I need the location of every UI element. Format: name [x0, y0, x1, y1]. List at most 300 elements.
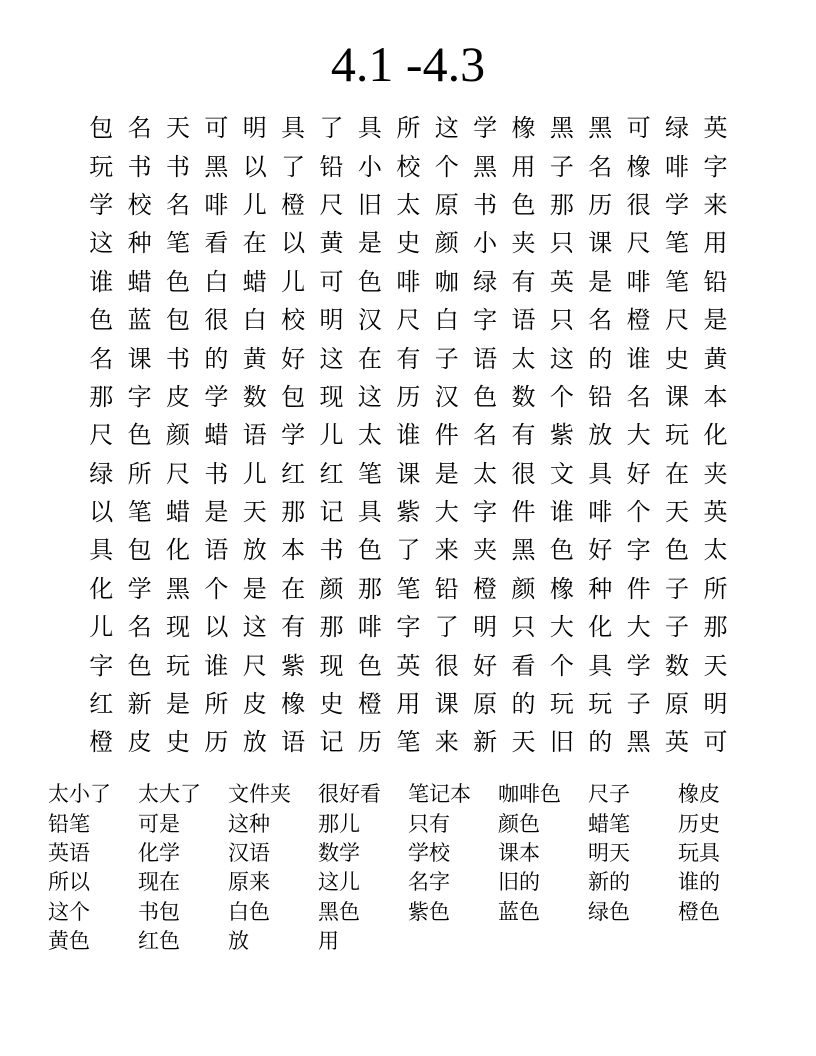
grid-cell: 笔 — [665, 229, 690, 258]
grid-cell: 明 — [319, 306, 344, 335]
grid-cell: 铅 — [588, 382, 613, 411]
grid-cell: 黄 — [242, 344, 267, 373]
grid-cell: 明 — [703, 690, 728, 719]
grid-cell: 色 — [473, 382, 498, 411]
word-bank-item: 太小了 — [48, 782, 111, 807]
grid-cell: 色 — [511, 190, 536, 219]
grid-cell: 的 — [511, 690, 536, 719]
grid-cell: 字 — [396, 613, 421, 642]
grid-cell: 字 — [626, 536, 651, 565]
grid-cell: 学 — [127, 574, 152, 603]
grid-cell: 天 — [165, 114, 190, 143]
grid-cell: 旧 — [357, 190, 382, 219]
grid-cell: 包 — [127, 536, 152, 565]
grid-cell: 色 — [357, 267, 382, 296]
grid-cell: 包 — [89, 114, 114, 143]
grid-cell: 谁 — [89, 267, 114, 296]
grid-cell: 天 — [703, 651, 728, 680]
grid-cell: 色 — [549, 536, 574, 565]
grid-cell: 夹 — [473, 536, 498, 565]
grid-cell: 紫 — [396, 498, 421, 527]
grid-cell: 的 — [204, 344, 229, 373]
grid-cell: 英 — [703, 114, 728, 143]
grid-cell: 大 — [626, 613, 651, 642]
grid-cell: 名 — [165, 190, 190, 219]
grid-cell: 放 — [588, 421, 613, 450]
grid-cell: 啡 — [204, 190, 229, 219]
grid-cell: 尺 — [319, 190, 344, 219]
grid-cell: 笔 — [357, 459, 382, 488]
grid-cell: 子 — [665, 613, 690, 642]
grid-cell: 个 — [549, 651, 574, 680]
grid-cell: 课 — [588, 229, 613, 258]
grid-cell: 儿 — [319, 421, 344, 450]
grid-cell: 那 — [319, 613, 344, 642]
grid-cell: 语 — [204, 536, 229, 565]
word-bank-item: 紫色 — [408, 899, 450, 924]
grid-cell: 儿 — [242, 459, 267, 488]
grid-cell: 蜡 — [242, 267, 267, 296]
word-bank-item: 这个 — [48, 899, 90, 924]
grid-cell: 旧 — [549, 728, 574, 757]
grid-cell: 本 — [703, 382, 728, 411]
grid-cell: 语 — [473, 344, 498, 373]
grid-cell: 橡 — [281, 690, 306, 719]
word-bank-item: 那儿 — [318, 811, 360, 836]
grid-cell: 化 — [165, 536, 190, 565]
grid-cell: 以 — [242, 152, 267, 181]
grid-cell: 天 — [242, 498, 267, 527]
grid-cell: 现 — [165, 613, 190, 642]
grid-cell: 色 — [127, 651, 152, 680]
grid-cell: 在 — [357, 344, 382, 373]
grid-cell: 明 — [242, 114, 267, 143]
grid-cell: 书 — [165, 344, 190, 373]
grid-cell: 用 — [703, 229, 728, 258]
word-bank-item: 黄色 — [48, 929, 90, 954]
grid-cell: 夹 — [703, 459, 728, 488]
grid-cell: 橙 — [626, 306, 651, 335]
grid-cell: 史 — [319, 690, 344, 719]
grid-cell: 字 — [703, 152, 728, 181]
grid-cell: 所 — [127, 459, 152, 488]
grid-cell: 包 — [165, 306, 190, 335]
grid-cell: 太 — [511, 344, 536, 373]
grid-cell: 校 — [127, 190, 152, 219]
grid-cell: 太 — [703, 536, 728, 565]
grid-cell: 英 — [703, 498, 728, 527]
grid-cell: 字 — [89, 651, 114, 680]
grid-cell: 种 — [588, 574, 613, 603]
grid-cell: 红 — [281, 459, 306, 488]
grid-cell: 红 — [89, 690, 114, 719]
word-bank-item: 橡皮 — [678, 782, 720, 807]
grid-cell: 笔 — [665, 267, 690, 296]
grid-cell: 在 — [665, 459, 690, 488]
grid-cell: 颜 — [434, 229, 459, 258]
grid-cell: 尺 — [89, 421, 114, 450]
grid-cell: 可 — [703, 728, 728, 757]
grid-cell: 子 — [549, 152, 574, 181]
word-bank-item: 尺子 — [588, 782, 630, 807]
grid-cell: 校 — [396, 152, 421, 181]
grid-cell: 原 — [665, 690, 690, 719]
grid-cell: 原 — [473, 690, 498, 719]
grid-cell: 夹 — [511, 229, 536, 258]
grid-cell: 可 — [626, 114, 651, 143]
grid-cell: 橙 — [473, 574, 498, 603]
grid-cell: 所 — [396, 114, 421, 143]
grid-cell: 新 — [127, 690, 152, 719]
grid-cell: 是 — [703, 306, 728, 335]
grid-cell: 笔 — [396, 728, 421, 757]
word-bank-item: 名字 — [408, 870, 450, 895]
word-bank-item: 历史 — [678, 811, 720, 836]
grid-cell: 的 — [588, 344, 613, 373]
grid-cell: 书 — [165, 152, 190, 181]
grid-cell: 史 — [396, 229, 421, 258]
grid-cell: 了 — [396, 536, 421, 565]
grid-cell: 学 — [626, 651, 651, 680]
grid-cell: 英 — [665, 728, 690, 757]
grid-cell: 蜡 — [204, 421, 229, 450]
grid-cell: 尺 — [626, 229, 651, 258]
grid-cell: 英 — [396, 651, 421, 680]
grid-cell: 铅 — [434, 574, 459, 603]
grid-cell: 谁 — [396, 421, 421, 450]
grid-cell: 语 — [511, 306, 536, 335]
grid-cell: 红 — [319, 459, 344, 488]
word-bank-item: 铅笔 — [48, 811, 90, 836]
grid-cell: 皮 — [242, 690, 267, 719]
grid-cell: 件 — [511, 498, 536, 527]
grid-cell: 皮 — [165, 382, 190, 411]
grid-cell: 紫 — [549, 421, 574, 450]
grid-cell: 子 — [626, 690, 651, 719]
grid-cell: 这 — [89, 229, 114, 258]
grid-cell: 来 — [434, 728, 459, 757]
grid-cell: 名 — [588, 306, 613, 335]
grid-cell: 大 — [434, 498, 459, 527]
grid-cell: 种 — [127, 229, 152, 258]
word-bank-item: 明天 — [588, 840, 630, 865]
grid-cell: 橡 — [626, 152, 651, 181]
grid-cell: 小 — [357, 152, 382, 181]
grid-cell: 记 — [319, 728, 344, 757]
grid-cell: 啡 — [396, 267, 421, 296]
grid-cell: 黑 — [473, 152, 498, 181]
grid-cell: 绿 — [665, 114, 690, 143]
grid-cell: 有 — [511, 421, 536, 450]
grid-cell: 这 — [319, 344, 344, 373]
grid-cell: 太 — [473, 459, 498, 488]
word-bank-item: 很好看 — [318, 782, 381, 807]
grid-cell: 蜡 — [165, 498, 190, 527]
grid-cell: 看 — [511, 651, 536, 680]
grid-cell: 小 — [473, 229, 498, 258]
grid-cell: 黄 — [703, 344, 728, 373]
grid-cell: 玩 — [588, 690, 613, 719]
word-bank-item: 可是 — [138, 811, 180, 836]
grid-cell: 有 — [281, 613, 306, 642]
grid-cell: 学 — [281, 421, 306, 450]
word-bank-item: 蜡笔 — [588, 811, 630, 836]
word-bank-item: 放 — [228, 929, 249, 954]
grid-cell: 橙 — [281, 190, 306, 219]
grid-cell: 是 — [242, 574, 267, 603]
grid-cell: 有 — [396, 344, 421, 373]
grid-cell: 那 — [357, 574, 382, 603]
grid-cell: 绿 — [473, 267, 498, 296]
grid-cell: 具 — [281, 114, 306, 143]
grid-cell: 件 — [626, 574, 651, 603]
grid-cell: 尺 — [665, 306, 690, 335]
grid-cell: 白 — [242, 306, 267, 335]
word-bank-item: 谁的 — [678, 870, 720, 895]
grid-cell: 黑 — [511, 536, 536, 565]
grid-cell: 历 — [396, 382, 421, 411]
grid-cell: 笔 — [165, 229, 190, 258]
word-bank-item: 旧的 — [498, 870, 540, 895]
grid-cell: 书 — [319, 536, 344, 565]
grid-cell: 的 — [588, 728, 613, 757]
grid-cell: 原 — [434, 190, 459, 219]
grid-cell: 在 — [242, 229, 267, 258]
grid-cell: 可 — [204, 114, 229, 143]
grid-cell: 是 — [165, 690, 190, 719]
grid-cell: 汉 — [434, 382, 459, 411]
grid-cell: 儿 — [89, 613, 114, 642]
grid-cell: 具 — [588, 651, 613, 680]
grid-cell: 铅 — [319, 152, 344, 181]
grid-cell: 历 — [588, 190, 613, 219]
grid-cell: 历 — [204, 728, 229, 757]
grid-cell: 玩 — [665, 421, 690, 450]
word-bank-item: 笔记本 — [408, 782, 471, 807]
word-bank-item: 文件夹 — [228, 782, 291, 807]
word-bank-item: 现在 — [138, 870, 180, 895]
grid-cell: 具 — [89, 536, 114, 565]
grid-cell: 蓝 — [127, 306, 152, 335]
grid-cell: 名 — [127, 613, 152, 642]
grid-cell: 记 — [319, 498, 344, 527]
word-bank-item: 数学 — [318, 840, 360, 865]
word-bank-item: 绿色 — [588, 899, 630, 924]
grid-cell: 了 — [281, 152, 306, 181]
grid-cell: 语 — [281, 728, 306, 757]
grid-cell: 很 — [511, 459, 536, 488]
word-bank-item: 这儿 — [318, 870, 360, 895]
grid-cell: 文 — [549, 459, 574, 488]
grid-cell: 看 — [204, 229, 229, 258]
grid-cell: 明 — [473, 613, 498, 642]
word-bank-item: 只有 — [408, 811, 450, 836]
grid-cell: 个 — [434, 152, 459, 181]
grid-cell: 很 — [626, 190, 651, 219]
grid-cell: 史 — [665, 344, 690, 373]
grid-cell: 数 — [242, 382, 267, 411]
word-bank-item: 颜色 — [498, 811, 540, 836]
word-search-grid — [82, 109, 735, 762]
grid-cell: 黑 — [549, 114, 574, 143]
grid-cell: 谁 — [204, 651, 229, 680]
grid-cell: 字 — [473, 498, 498, 527]
grid-cell: 名 — [588, 152, 613, 181]
grid-cell: 橡 — [511, 114, 536, 143]
grid-cell: 皮 — [127, 728, 152, 757]
grid-cell: 放 — [242, 536, 267, 565]
grid-cell: 那 — [89, 382, 114, 411]
word-bank-item: 咖啡色 — [498, 782, 561, 807]
grid-cell: 化 — [703, 421, 728, 450]
grid-cell: 学 — [204, 382, 229, 411]
grid-cell: 个 — [549, 382, 574, 411]
grid-cell: 天 — [511, 728, 536, 757]
grid-cell: 数 — [665, 651, 690, 680]
grid-cell: 颜 — [319, 574, 344, 603]
grid-cell: 史 — [165, 728, 190, 757]
grid-cell: 课 — [127, 344, 152, 373]
grid-cell: 绿 — [89, 459, 114, 488]
grid-cell: 颜 — [165, 421, 190, 450]
grid-cell: 铅 — [703, 267, 728, 296]
grid-cell: 太 — [396, 190, 421, 219]
grid-cell: 件 — [434, 421, 459, 450]
grid-cell: 啡 — [357, 613, 382, 642]
grid-cell: 太 — [357, 421, 382, 450]
grid-cell: 大 — [626, 421, 651, 450]
grid-cell: 具 — [588, 459, 613, 488]
word-bank-item: 原来 — [228, 870, 270, 895]
grid-cell: 啡 — [588, 498, 613, 527]
grid-cell: 用 — [511, 152, 536, 181]
grid-cell: 色 — [357, 651, 382, 680]
grid-cell: 色 — [127, 421, 152, 450]
grid-cell: 啡 — [626, 267, 651, 296]
grid-cell: 化 — [89, 574, 114, 603]
grid-cell: 来 — [434, 536, 459, 565]
grid-cell: 是 — [357, 229, 382, 258]
grid-cell: 用 — [396, 690, 421, 719]
grid-cell: 好 — [588, 536, 613, 565]
grid-cell: 所 — [204, 690, 229, 719]
grid-cell: 玩 — [89, 152, 114, 181]
grid-cell: 天 — [665, 498, 690, 527]
grid-cell: 那 — [703, 613, 728, 642]
grid-cell: 这 — [434, 114, 459, 143]
word-bank-item: 这种 — [228, 811, 270, 836]
grid-cell: 谁 — [549, 498, 574, 527]
grid-cell: 只 — [549, 229, 574, 258]
grid-cell: 这 — [549, 344, 574, 373]
grid-cell: 尺 — [165, 459, 190, 488]
grid-cell: 名 — [127, 114, 152, 143]
grid-cell: 是 — [204, 498, 229, 527]
grid-cell: 笔 — [396, 574, 421, 603]
grid-cell: 是 — [588, 267, 613, 296]
grid-cell: 谁 — [626, 344, 651, 373]
grid-cell: 以 — [281, 229, 306, 258]
word-bank-item: 用 — [318, 929, 339, 954]
word-bank — [48, 780, 768, 956]
grid-cell: 黑 — [165, 574, 190, 603]
grid-cell: 名 — [473, 421, 498, 450]
grid-cell: 来 — [703, 190, 728, 219]
grid-cell: 新 — [473, 728, 498, 757]
grid-cell: 在 — [281, 574, 306, 603]
word-bank-item: 蓝色 — [498, 899, 540, 924]
grid-cell: 黑 — [204, 152, 229, 181]
grid-cell: 这 — [357, 382, 382, 411]
grid-cell: 只 — [549, 306, 574, 335]
grid-cell: 色 — [165, 267, 190, 296]
grid-cell: 书 — [473, 190, 498, 219]
grid-cell: 玩 — [549, 690, 574, 719]
word-bank-item: 学校 — [408, 840, 450, 865]
grid-cell: 这 — [242, 613, 267, 642]
grid-cell: 了 — [319, 114, 344, 143]
grid-cell: 放 — [242, 728, 267, 757]
word-bank-item: 所以 — [48, 870, 90, 895]
grid-cell: 白 — [204, 267, 229, 296]
grid-cell: 学 — [665, 190, 690, 219]
word-bank-item: 红色 — [138, 929, 180, 954]
grid-cell: 色 — [89, 306, 114, 335]
grid-cell: 颜 — [511, 574, 536, 603]
worksheet-title: 4.1 -4.3 — [330, 36, 486, 92]
grid-cell: 校 — [281, 306, 306, 335]
grid-cell: 尺 — [396, 306, 421, 335]
word-bank-item: 新的 — [588, 870, 630, 895]
grid-cell: 学 — [89, 190, 114, 219]
grid-cell: 学 — [473, 114, 498, 143]
grid-cell: 很 — [204, 306, 229, 335]
grid-cell: 个 — [626, 498, 651, 527]
grid-cell: 那 — [549, 190, 574, 219]
grid-cell: 大 — [549, 613, 574, 642]
word-bank-item: 橙色 — [678, 899, 720, 924]
grid-cell: 只 — [511, 613, 536, 642]
grid-cell: 本 — [281, 536, 306, 565]
grid-cell: 语 — [242, 421, 267, 450]
grid-cell: 玩 — [165, 651, 190, 680]
grid-cell: 可 — [319, 267, 344, 296]
grid-cell: 好 — [626, 459, 651, 488]
grid-cell: 现 — [319, 382, 344, 411]
grid-cell: 儿 — [281, 267, 306, 296]
grid-cell: 以 — [204, 613, 229, 642]
word-bank-item: 黑色 — [318, 899, 360, 924]
grid-cell: 很 — [434, 651, 459, 680]
grid-cell: 蜡 — [127, 267, 152, 296]
word-bank-item: 玩具 — [678, 840, 720, 865]
grid-cell: 有 — [511, 267, 536, 296]
grid-cell: 儿 — [242, 190, 267, 219]
grid-cell: 书 — [127, 152, 152, 181]
grid-cell: 包 — [281, 382, 306, 411]
grid-cell: 现 — [319, 651, 344, 680]
grid-cell: 英 — [549, 267, 574, 296]
grid-cell: 橙 — [89, 728, 114, 757]
grid-cell: 课 — [396, 459, 421, 488]
word-bank-item: 英语 — [48, 840, 90, 865]
grid-cell: 课 — [434, 690, 459, 719]
grid-cell: 橡 — [549, 574, 574, 603]
grid-cell: 好 — [281, 344, 306, 373]
grid-cell: 白 — [434, 306, 459, 335]
word-bank-item: 白色 — [228, 899, 270, 924]
grid-cell: 尺 — [242, 651, 267, 680]
